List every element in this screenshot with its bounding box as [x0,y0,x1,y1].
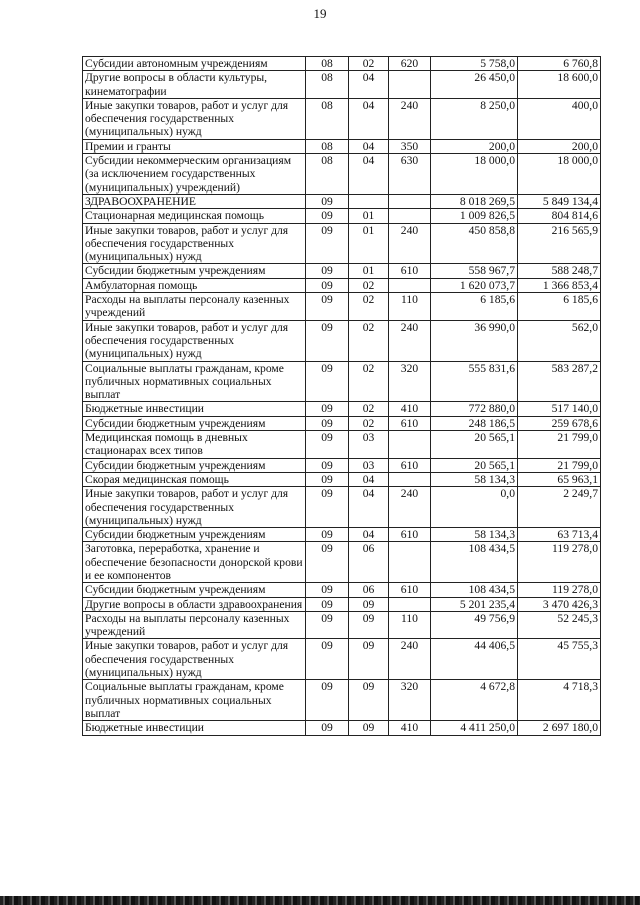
row-amount-year-2: 804 814,6 [518,209,601,223]
row-expense-type: 240 [389,320,431,361]
row-subsection: 01 [349,209,389,223]
row-section: 09 [306,264,349,278]
row-section: 09 [306,416,349,430]
row-subsection: 04 [349,71,389,99]
row-expense-type [389,431,431,459]
row-section: 09 [306,611,349,639]
table-row [83,320,601,361]
row-name: Иные закупки товаров, работ и услуг для обеспечения государственных (муниципальных) нужд [83,320,306,361]
row-name: Премии и гранты [83,139,306,153]
row-amount-year-1: 772 880,0 [431,402,518,416]
row-amount-year-1: 450 858,8 [431,223,518,264]
row-subsection: 02 [349,402,389,416]
row-expense-type: 610 [389,458,431,472]
row-name: Бюджетные инвестиции [83,721,306,735]
row-name: Бюджетные инвестиции [83,402,306,416]
row-name: Расходы на выплаты персоналу казенных учреждений [83,611,306,639]
row-section: 09 [306,431,349,459]
row-amount-year-2: 2 249,7 [518,487,601,528]
row-amount-year-1: 20 565,1 [431,458,518,472]
table-row [83,597,601,611]
row-amount-year-2: 21 799,0 [518,431,601,459]
row-section: 09 [306,402,349,416]
row-subsection: 02 [349,293,389,321]
row-section: 09 [306,278,349,292]
row-subsection: 02 [349,416,389,430]
row-amount-year-2: 6 760,8 [518,57,601,71]
table-row [83,611,601,639]
row-amount-year-2: 45 755,3 [518,639,601,680]
row-amount-year-1: 1 009 826,5 [431,209,518,223]
row-amount-year-2: 400,0 [518,98,601,139]
row-name: Иные закупки товаров, работ и услуг для обеспечения государственных (муниципальных) нужд [83,487,306,528]
row-amount-year-1: 0,0 [431,487,518,528]
row-name: Стационарная медицинская помощь [83,209,306,223]
row-amount-year-2: 2 697 180,0 [518,721,601,735]
row-expense-type: 620 [389,57,431,71]
table-row [83,71,601,99]
row-amount-year-1: 248 186,5 [431,416,518,430]
row-amount-year-1: 200,0 [431,139,518,153]
table-row [83,583,601,597]
row-name: Другие вопросы в области культуры, кинематографии [83,71,306,99]
row-expense-type: 240 [389,639,431,680]
row-amount-year-1: 108 434,5 [431,542,518,583]
row-section: 09 [306,487,349,528]
row-amount-year-1: 18 000,0 [431,154,518,195]
row-section: 09 [306,458,349,472]
row-section: 09 [306,293,349,321]
row-expense-type: 610 [389,583,431,597]
row-expense-type: 630 [389,154,431,195]
row-expense-type: 350 [389,139,431,153]
row-amount-year-1: 4 672,8 [431,680,518,721]
row-amount-year-1: 5 758,0 [431,57,518,71]
row-amount-year-1: 108 434,5 [431,583,518,597]
row-subsection: 03 [349,431,389,459]
row-subsection: 04 [349,98,389,139]
row-expense-type: 240 [389,487,431,528]
row-subsection: 09 [349,680,389,721]
row-subsection: 09 [349,639,389,680]
row-expense-type: 410 [389,402,431,416]
row-name: Амбулаторная помощь [83,278,306,292]
table-row [83,639,601,680]
row-section: 09 [306,721,349,735]
row-amount-year-1: 36 990,0 [431,320,518,361]
row-expense-type: 610 [389,528,431,542]
row-expense-type: 610 [389,416,431,430]
row-expense-type [389,194,431,208]
row-amount-year-1: 558 967,7 [431,264,518,278]
row-amount-year-2: 517 140,0 [518,402,601,416]
row-name: Субсидии автономным учреждениям [83,57,306,71]
row-name: Другие вопросы в области здравоохранения [83,597,306,611]
table-row [83,721,601,735]
row-subsection: 04 [349,139,389,153]
table-row [83,264,601,278]
row-expense-type [389,278,431,292]
table-row [83,458,601,472]
row-amount-year-1: 5 201 235,4 [431,597,518,611]
table-row [83,98,601,139]
row-name: Медицинская помощь в дневных стационарах всех типов [83,431,306,459]
row-section: 09 [306,542,349,583]
row-name: Субсидии бюджетным учреждениям [83,528,306,542]
row-name: Субсидии бюджетным учреждениям [83,458,306,472]
row-expense-type [389,209,431,223]
row-expense-type: 110 [389,611,431,639]
row-section: 09 [306,194,349,208]
table-row [83,139,601,153]
row-subsection: 02 [349,361,389,402]
row-section: 08 [306,98,349,139]
row-amount-year-1: 8 018 269,5 [431,194,518,208]
table-row [83,402,601,416]
row-amount-year-1: 49 756,9 [431,611,518,639]
row-subsection: 04 [349,472,389,486]
row-amount-year-2: 562,0 [518,320,601,361]
row-name: Иные закупки товаров, работ и услуг для обеспечения государственных (муниципальных) нужд [83,223,306,264]
table-row [83,416,601,430]
row-amount-year-2: 6 185,6 [518,293,601,321]
row-subsection: 04 [349,154,389,195]
row-amount-year-2: 259 678,6 [518,416,601,430]
table-row [83,154,601,195]
table-row [83,361,601,402]
row-subsection: 06 [349,583,389,597]
row-amount-year-1: 26 450,0 [431,71,518,99]
row-subsection: 03 [349,458,389,472]
row-amount-year-2: 4 718,3 [518,680,601,721]
row-expense-type: 610 [389,264,431,278]
row-section: 08 [306,57,349,71]
page-number: 19 [313,6,327,21]
budget-table-body [83,57,601,736]
row-section: 09 [306,361,349,402]
row-amount-year-2: 18 000,0 [518,154,601,195]
row-amount-year-1: 8 250,0 [431,98,518,139]
table-row [83,194,601,208]
row-amount-year-1: 58 134,3 [431,472,518,486]
row-expense-type: 240 [389,98,431,139]
row-subsection: 09 [349,721,389,735]
row-subsection: 02 [349,320,389,361]
row-amount-year-1: 20 565,1 [431,431,518,459]
row-subsection: 04 [349,487,389,528]
row-expense-type [389,597,431,611]
row-section: 09 [306,320,349,361]
row-amount-year-2: 21 799,0 [518,458,601,472]
table-row [83,487,601,528]
row-amount-year-2: 119 278,0 [518,542,601,583]
row-section: 09 [306,209,349,223]
row-subsection: 09 [349,611,389,639]
row-amount-year-2: 5 849 134,4 [518,194,601,208]
row-amount-year-2: 52 245,3 [518,611,601,639]
row-expense-type [389,472,431,486]
table-row [83,431,601,459]
row-expense-type: 410 [389,721,431,735]
row-section: 09 [306,223,349,264]
row-amount-year-1: 58 134,3 [431,528,518,542]
row-subsection: 02 [349,278,389,292]
row-name: Иные закупки товаров, работ и услуг для обеспечения государственных (муниципальных) нужд [83,98,306,139]
row-section: 09 [306,528,349,542]
row-amount-year-1: 6 185,6 [431,293,518,321]
row-section: 09 [306,472,349,486]
table-row [83,293,601,321]
row-section: 08 [306,139,349,153]
row-expense-type: 240 [389,223,431,264]
row-name: Расходы на выплаты персоналу казенных учреждений [83,293,306,321]
row-subsection [349,194,389,208]
row-name: Скорая медицинская помощь [83,472,306,486]
row-section: 09 [306,583,349,597]
row-subsection: 06 [349,542,389,583]
row-subsection: 02 [349,57,389,71]
row-name: Социальные выплаты гражданам, кроме публичных нормативных социальных выплат [83,680,306,721]
row-name: Иные закупки товаров, работ и услуг для обеспечения государственных (муниципальных) нужд [83,639,306,680]
row-amount-year-2: 588 248,7 [518,264,601,278]
row-subsection: 01 [349,223,389,264]
row-amount-year-2: 63 713,4 [518,528,601,542]
row-amount-year-1: 4 411 250,0 [431,721,518,735]
row-amount-year-2: 119 278,0 [518,583,601,597]
table-row [83,57,601,71]
row-name: Социальные выплаты гражданам, кроме публичных нормативных социальных выплат [83,361,306,402]
row-amount-year-1: 44 406,5 [431,639,518,680]
row-subsection: 01 [349,264,389,278]
row-section: 08 [306,71,349,99]
row-expense-type: 320 [389,361,431,402]
row-name: Субсидии бюджетным учреждениям [83,583,306,597]
row-section: 09 [306,639,349,680]
table-row [83,542,601,583]
row-section: 09 [306,597,349,611]
row-subsection: 09 [349,597,389,611]
budget-table [82,56,601,736]
row-expense-type [389,71,431,99]
row-subsection: 04 [349,528,389,542]
table-row [83,223,601,264]
row-amount-year-2: 216 565,9 [518,223,601,264]
row-section: 09 [306,680,349,721]
table-row [83,209,601,223]
row-amount-year-1: 1 620 073,7 [431,278,518,292]
row-name: ЗДРАВООХРАНЕНИЕ [83,194,306,208]
table-row [83,680,601,721]
row-name: Субсидии некоммерческим организациям (за исключением государственных (муниципальных) учреждений) [83,154,306,195]
table-row [83,528,601,542]
table-row [83,472,601,486]
row-amount-year-2: 18 600,0 [518,71,601,99]
row-amount-year-2: 3 470 426,3 [518,597,601,611]
row-expense-type: 110 [389,293,431,321]
scan-edge [0,896,640,905]
row-amount-year-1: 555 831,6 [431,361,518,402]
row-name: Заготовка, переработка, хранение и обеспечение безопасности донорской крови и ее компонентов [83,542,306,583]
row-amount-year-2: 1 366 853,4 [518,278,601,292]
row-name: Субсидии бюджетным учреждениям [83,416,306,430]
row-amount-year-2: 200,0 [518,139,601,153]
table-row [83,278,601,292]
row-amount-year-2: 65 963,1 [518,472,601,486]
row-expense-type: 320 [389,680,431,721]
row-section: 08 [306,154,349,195]
row-amount-year-2: 583 287,2 [518,361,601,402]
row-name: Субсидии бюджетным учреждениям [83,264,306,278]
row-expense-type [389,542,431,583]
